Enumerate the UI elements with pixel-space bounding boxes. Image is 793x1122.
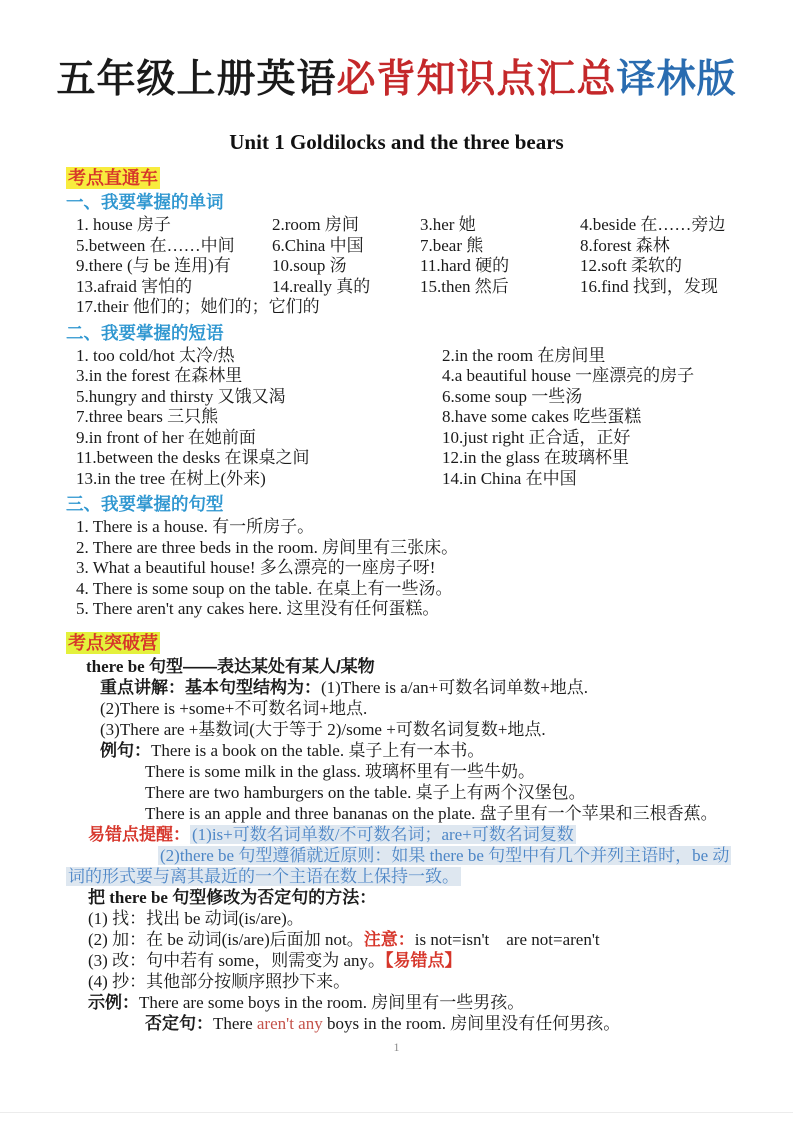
phrase-row [66,346,745,367]
unit-title: Unit 1 Goldilocks and the three bears [229,130,564,154]
structure-line-1 [100,677,745,698]
page-title [0,57,793,103]
note-label: 注意： [363,929,415,949]
phrase-item: 13.in the tree 在树上(外来) [76,468,266,488]
negative-step-2-text: (2) 加：在 be 动词(is/are)后面加 not。 [88,929,364,949]
sentence-item: 1. There is a house. 有一所房子。 [76,517,315,536]
there-be-topic-en: there be [86,656,149,676]
phrase-item: 5.hungry and thirsty 又饿又渴 [76,386,286,406]
page-title-black: 五年级上册英语 [56,58,337,101]
negative-heading-cn: 句型修改为否定句的方法： [172,887,377,907]
phrase-item: 2.in the room 在房间里 [442,345,606,365]
example-2: There is some milk in the glass. 玻璃杯里有一些牛奶。 [145,761,536,781]
phrase-row [66,407,745,428]
negative-method-heading [88,887,745,908]
badge-exam-direct: 考点直通车 [68,168,158,188]
error-tip-text-2: (2)there be 句型遵循就近原则：如果 there be 句型中有几个并列主语时，be 动 [160,845,730,865]
sentence-item: 2. There are three beds in the room. 房间里有三张床。 [76,537,459,557]
phrase-item: 6.some soup 一些汤 [442,386,583,406]
word-item: 16.find 找到，发现 [580,276,718,296]
phrase-row [66,366,745,387]
word-item: 14.really 真的 [272,276,371,296]
key-explain-label: 重点讲解： [100,677,185,697]
phrases-section-header: 二、我要掌握的短语 [66,322,224,343]
structure-line-2: (2)There is +some+不可数名词+地点. [100,698,368,718]
phrase-row [66,469,745,490]
word-item: 2.room 房间 [272,215,359,234]
phrase-item: 4.a beautiful house 一座漂亮的房子 [442,366,695,385]
error-tip-label: 易错点提醒： [88,824,190,844]
exam-breakthrough-section [66,620,745,1034]
phrase-item: 10.just right 正合适，正好 [442,427,631,447]
negative-sentence-red: aren't any [256,1013,323,1033]
error-tip-line-1 [88,824,745,845]
example-label: 例句： [100,740,151,760]
words-section-header: 一、我要掌握的单词 [66,192,224,212]
example-3: There are two hamburgers on the table. 桌子上有两个汉堡包。 [145,782,586,802]
error-tip-text-1: (1)is+可数名词单数/不可数名词；are+可数名词复数 [192,824,574,844]
badge-exam-breakthrough: 考点突破营 [68,632,158,653]
phrase-item: 8.have some cakes 吃些蛋糕 [442,407,642,426]
word-item: 3.her 她 [420,215,476,234]
exam-direct-section [66,155,745,620]
word-row [66,277,745,298]
negative-sentence-post: boys in the room. 房间里没有任何男孩。 [322,1013,621,1033]
example-line-1 [100,740,745,761]
sentences-section-header: 三、我要掌握的句型 [66,494,224,514]
word-row [66,256,745,277]
phrase-row [66,448,745,469]
negative-step-2-rest: is not=isn't are not=aren't [414,929,600,949]
negative-step-2 [88,929,745,950]
page-bottom-edge [0,1112,793,1113]
structure-line-3: (3)There are +基数词(大于等于 2)/some +可数名词复数+地点. [100,719,546,739]
page-title-red: 必背知识点汇总 [336,58,617,101]
word-item: 7.bear 熊 [420,235,484,255]
phrase-item: 14.in China 在中国 [442,468,577,488]
error-tip-line-2 [158,845,745,866]
negative-step-4: (4) 抄：其他部分按顺序照抄下来。 [88,971,351,991]
word-item: 8.forest 森林 [580,235,670,255]
sample-sentence: There are some boys in the room. 房间里有一些男孩。 [139,992,525,1012]
word-item: 11.hard 硬的 [420,256,510,275]
word-row [66,236,745,257]
word-item: 5.between 在……中间 [76,235,235,255]
example-1: There is a book on the table. 桌子上有一本书。 [151,740,485,760]
word-item: 4.beside 在……旁边 [580,215,726,234]
phrase-item: 1. too cold/hot 太冷/热 [76,345,235,365]
word-item: 6.China 中国 [272,235,364,255]
sentence-item: 5. There aren't any cakes here. 这里没有任何蛋糕。 [76,599,440,618]
phrase-item: 7.three bears 三只熊 [76,407,219,426]
structure-label: 基本句型结构为： [185,677,321,697]
negative-sentence-pre: There [213,1013,257,1033]
sentence-item: 3. What a beautiful house! 多么漂亮的一座房子呀! [76,558,436,577]
sample-line [88,992,745,1013]
negative-step-1: (1) 找：找出 be 动词(is/are)。 [88,908,304,928]
negative-sentence-label: 否定句： [145,1013,213,1033]
word-item: 12.soft 柔软的 [580,256,682,275]
error-point-tag: 【易错点】 [385,950,462,970]
negative-step-3 [88,950,745,971]
sample-label: 示例： [88,992,139,1012]
error-tip-text-3: 词的形式要与离其最近的一个主语在数上保持一致。 [68,866,459,886]
word-row [66,215,745,236]
phrase-item: 11.between the desks 在课桌之间 [76,448,310,467]
phrase-row [66,428,745,449]
word-item: 9.there (与 be 连用)有 [76,256,231,275]
there-be-topic [86,656,745,677]
phrase-item: 9.in front of her 在她前面 [76,427,256,447]
phrase-row [66,387,745,408]
page-number: 1 [393,1040,400,1054]
page-title-blue: 译林版 [616,58,737,101]
error-tip-line-3 [66,866,745,887]
word-item: 10.soup 汤 [272,256,347,275]
word-item: 13.afraid 害怕的 [76,276,193,296]
word-list [66,215,745,318]
there-be-topic-cn: 句型——表达某处有某人/某物 [148,656,375,676]
example-4: There is an apple and three bananas on the plate. 盘子里有一个苹果和三根香蕉。 [145,803,718,823]
negative-step-3-text: (3) 改：句中若有 some，则需变为 any。 [88,950,386,970]
negative-sentence-line [145,1013,745,1034]
phrase-item: 3.in the forest 在森林里 [76,366,243,385]
phrase-list [66,346,745,490]
phrase-item: 12.in the glass 在玻璃杯里 [442,448,629,467]
sentence-item: 4. There is some soup on the table. 在桌上有一些汤。 [76,578,453,598]
structure-1: (1)There is a/an+可数名词单数+地点. [321,677,589,697]
word-item: 17.their 他们的；她们的；它们的 [76,297,320,316]
negative-heading-en: 把 there be [88,887,173,907]
word-item: 15.then 然后 [420,276,509,296]
word-item: 1. house 房子 [76,215,171,234]
sentence-list [66,517,745,620]
